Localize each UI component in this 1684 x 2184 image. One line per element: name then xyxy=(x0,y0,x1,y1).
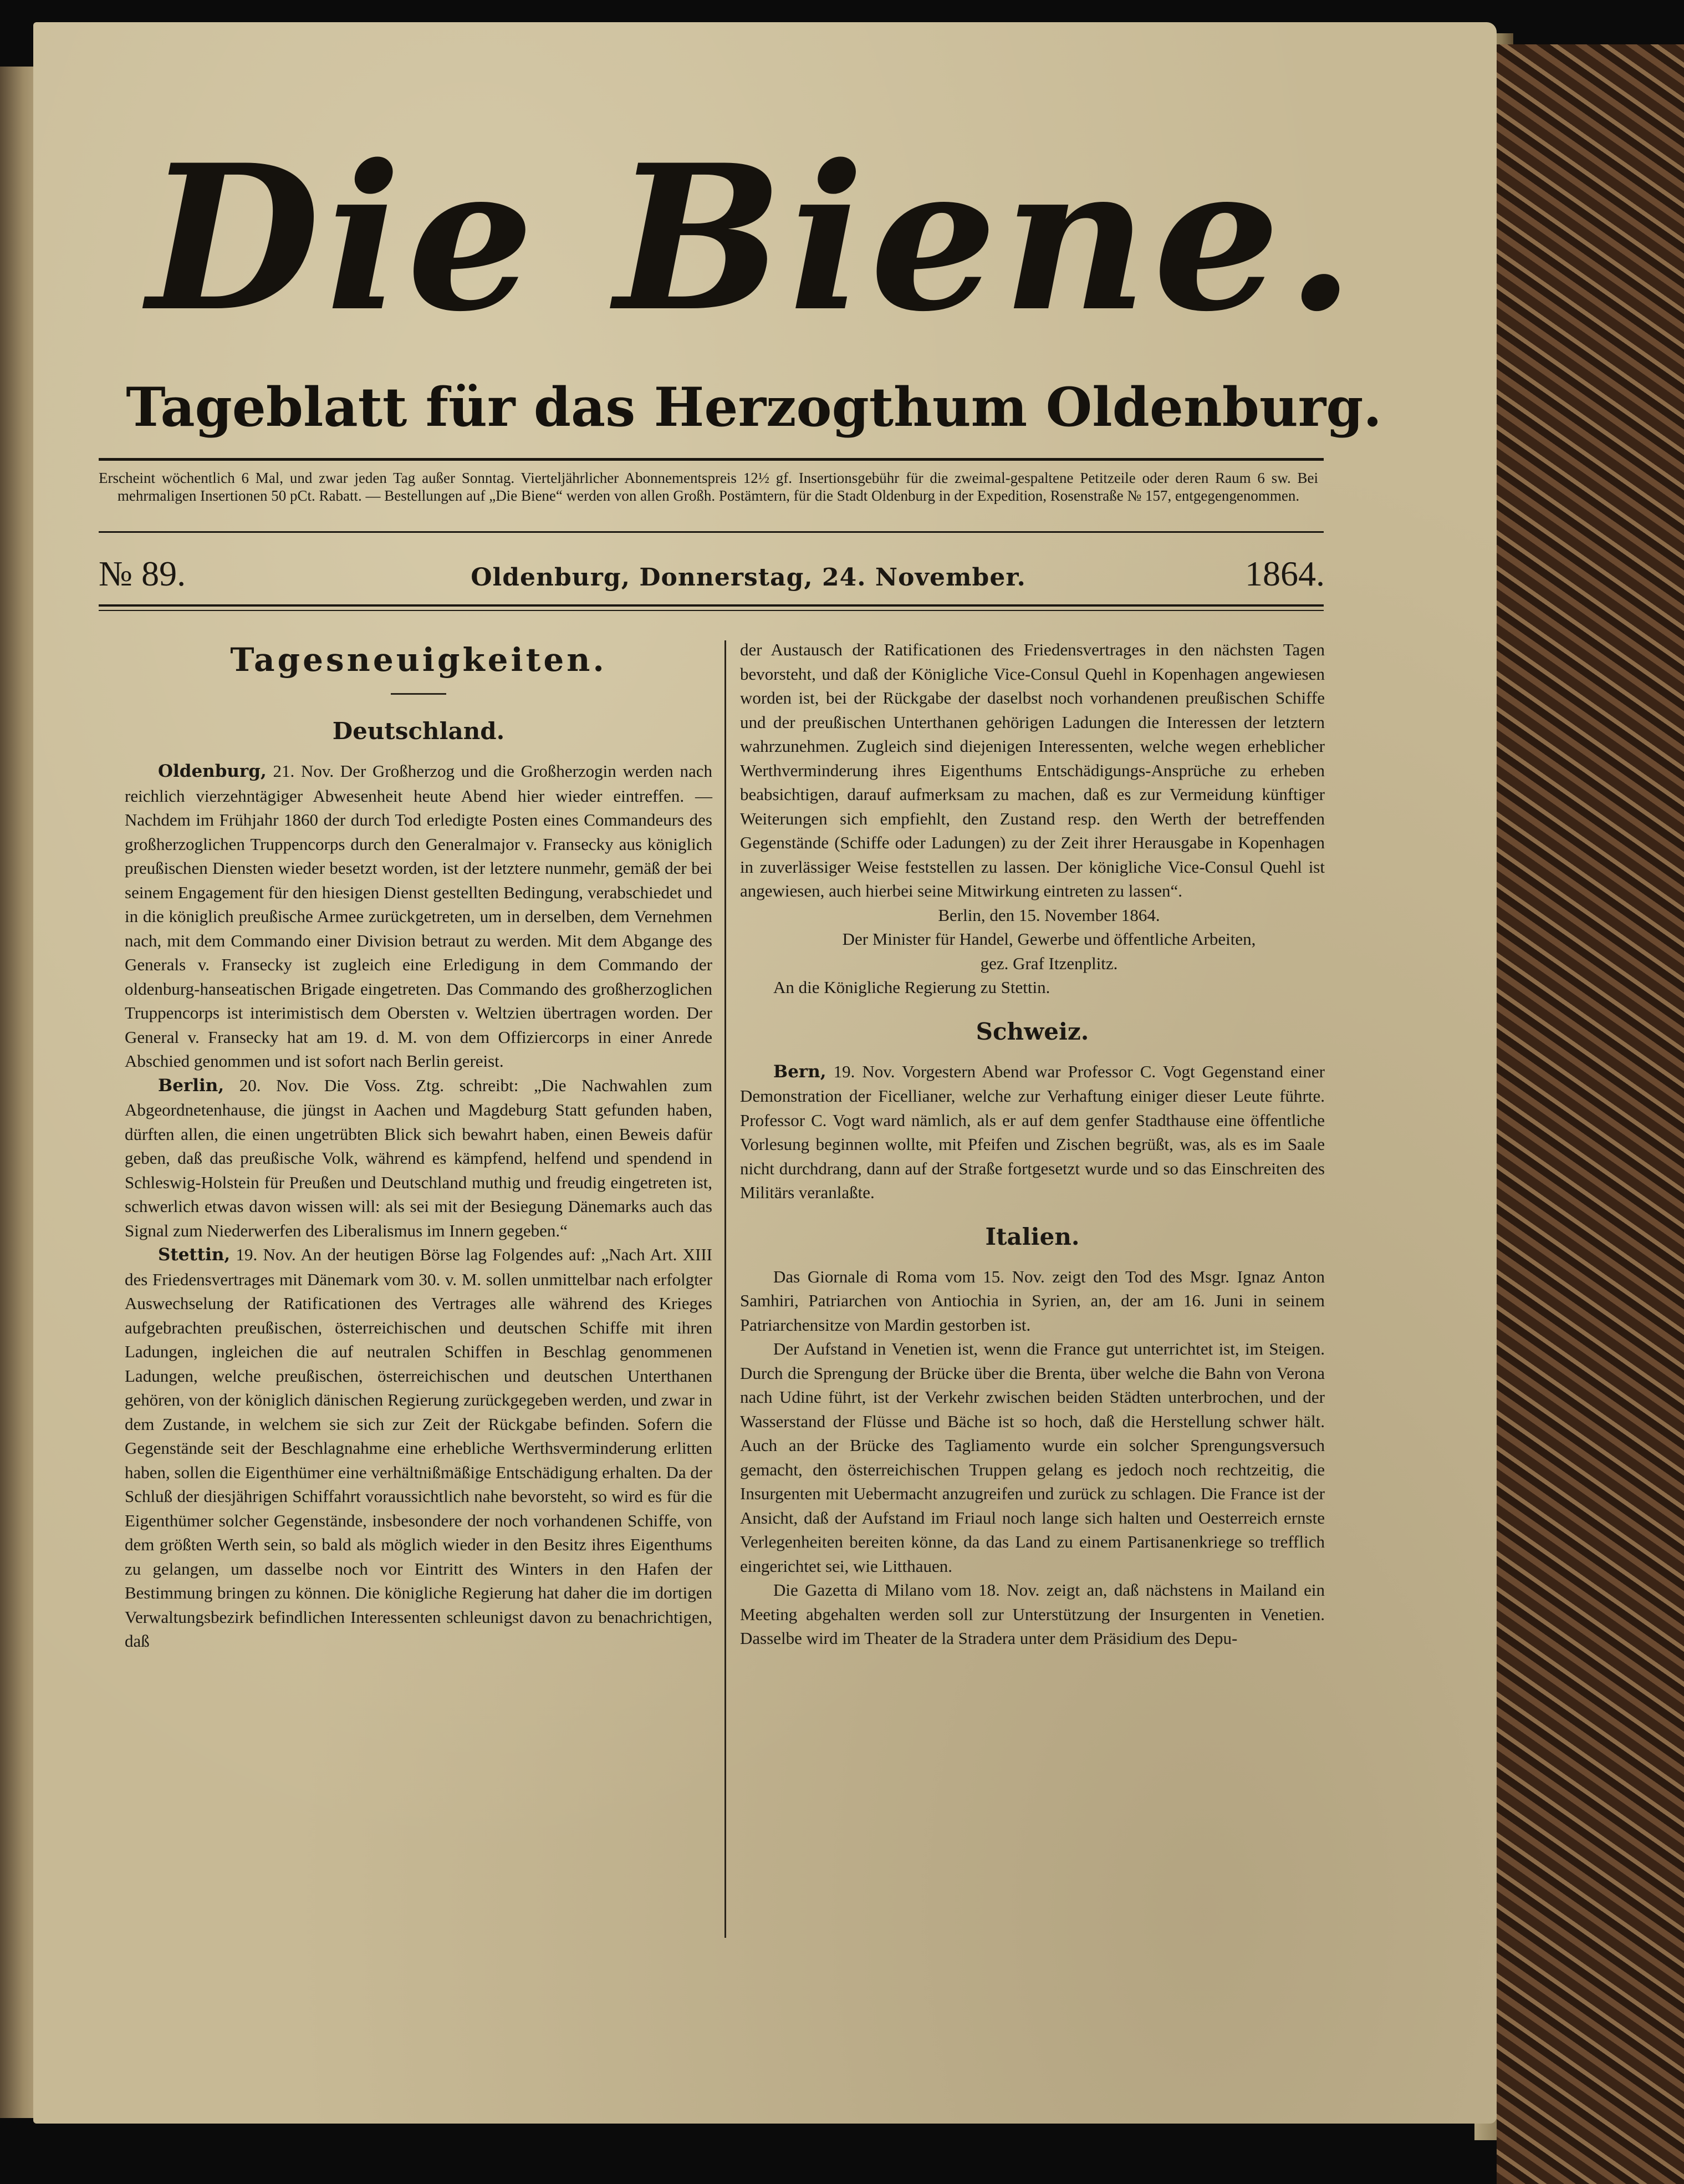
top-rule xyxy=(99,458,1324,461)
masthead-subtitle: Tageblatt für das Herzogthum Oldenburg. xyxy=(126,376,1382,439)
article-text: 19. Nov. Vorgestern Abend war Professor C. Vogt Gegenstand einer Demonstration der Ficellianer, welche zur Verhaftung einiger dieser Leute führte. Professor C. Vogt ward nämlich, als er auf dem genfer Stadthause eine öffentliche Vorlesung beginnen wollte, mit Pfeifen und Zischen begrüßt, was, als es im Saale nicht durchdrang, dann auf der Straße fortgesetzt wurde und so das Einschreiten des Militärs veranlaßte. xyxy=(740,1061,1325,1202)
masthead-title: Die Biene. xyxy=(147,121,1361,355)
subsection-title-deutschland: Deutschland. xyxy=(332,717,505,745)
article-text: 21. Nov. Der Großherzog und die Großherzogin werden nach reichlich vierzehntägiger Abwesenheit heute Abend hier wieder eintreffen. — Nachdem im Frühjahr 1860 der durch Tod erledigte Posten eines Commandeurs des großherzoglichen Truppencorps durch den Generalmajor v. Franseckу aus königlich preußischen Diensten wieder besetzt worden, ist der letztere nunmehr, gemäß der bei seinem Engagement für den hiesigen Dienst gestellten Bedingung, verabschiedet und in die königlich preußische Armee zurückgetreten, um in derselben, dem Vernehmen nach, mit dem Commando einer Division betraut zu werden. Mit dem Abgange des Generals v. Fransecky ist zugleich eine Erledigung in dem Commando der oldenburg-hanseatischen Brigade eingetreten. Das Commando des großherzoglichen Truppencorps ist interimistisch dem Obersten v. Weltzien übertragen worden. Der General v. Fransecky hat am 19. d. M. von dem Offiziercorps in einer Anrede Abschied genommen und ist sofort nach Berlin gereist. xyxy=(125,761,712,1071)
dateline-rule-1 xyxy=(99,604,1324,607)
section-divider xyxy=(391,693,446,695)
dateline-place: Oldenburg, xyxy=(158,761,267,781)
issue-year: 1864. xyxy=(1245,554,1325,593)
article-text: 20. Nov. Die Voss. Ztg. schreibt: „Die Nachwahlen zum Abgeordnetenhause, die jüngst in Aachen und Magdeburg Statt gefunden haben, dürften allen, die einen ungetrübten Blick sich bewahrt haben, einen Beweis dafür geben, daß das preußische Volk, während es kämpfend, helfend und spendend in Schleswig-Holstein für Preußen und Deutschland muthig und freudig eingetreten ist, schwerlich etwas davon wissen will: als sei mit der Besiegung Dänemarks auch das Signal zum Niederwerfen des Liberalismus im Innern gegeben.“ xyxy=(125,1075,713,1240)
subsection-title-italien: Italien. xyxy=(985,1223,1080,1250)
article-stettin xyxy=(125,1243,712,1653)
dateline-place: Bern, xyxy=(773,1061,826,1082)
article-stettin-continued: der Austausch der Ratificationen des Friedensvertrages in den nächsten Tagen bevorsteht, und daß der Königliche Vice-Consul Quehl in Kopenhagen angewiesen worden ist, bei der Rückgabe der daselbst noch vorhandenen preußischen Schiffe und der preußischen Unterthanen gehörigen Ladungen die Interessen der letztern wahrzunehmen. Zugleich sind diejenigen Interessenten, welche wegen erheblicher Werthverminderung ihres Eigenthums Entschädigungs-Ansprüche zu erheben beabsichtigen, darauf aufmerksam zu machen, daß es zur Vermeidung künftiger Weiterungen sich empfiehlt, den Zustand resp. den Werth der betreffenden Gegenstände (Schiffe oder Ladungen) zu der Zeit ihrer Herausgabe in Kopenhagen in zuverlässiger Weise feststellen zu lassen. Der königliche Vice-Consul Quehl ist angewiesen, auch hierbei seine Mitwirkung eintreten zu lassen“. xyxy=(740,640,1325,900)
info-rule xyxy=(99,531,1324,533)
subscription-info: Erscheint wöchentlich 6 Mal, und zwar jeden Tag außer Sonntag. Vierteljährlicher Abonnementspreis 12½ gf. Insertionsgebühr für die zweimal-gespaltene Petitzeile oder deren Raum 6 sw. Bei mehrmaligen Insertionen 50 pCt. Rabatt. — Bestellungen auf „Die Biene“ werden von allen Großh. Postämtern, für die Stadt Oldenburg in der Expedition, Rosenstraße № 157, entgegengenommen. xyxy=(99,470,1318,504)
article-italien-2: Der Aufstand in Venetien ist, wenn die France gut unterrichtet ist, im Steigen. Durch die Sprengung der Brücke über die Brenta, über welche die Bahn von Verona nach Udine führt, ist der Verkehr zwischen beiden Städten unterbrochen, und der Wasserstand der Flüsse und Bäche ist so hoch, daß die Herstellung schwer hält. Auch an der Brücke des Tagliamento wurde ein solcher Sprengungsversuch gemacht, den österreichischen Truppen gelang es jedoch noch rechtzeitig, die Insurgenten mit Uebermacht anzugreifen und zurück zu schlagen. Die France ist der Ansicht, daß der Aufstand im Friaul noch lange sich halten und Oesterreich ernste Verlegenheiten bereiten könne, da das Land zu einem Partisanenkriege so trefflich eingerichtet sei, wie Litthauen. xyxy=(740,1339,1325,1576)
section-title: Tagesneuigkeiten. xyxy=(230,641,607,679)
dateline-rule-2 xyxy=(99,610,1324,611)
dateline-place: Berlin, xyxy=(158,1075,224,1096)
article-oldenburg xyxy=(125,759,712,1073)
marbled-binding xyxy=(1497,44,1684,2184)
article-italien-1: Das Giornale di Roma vom 15. Nov. zeigt den Tod des Msgr. Ignaz Anton Samhiri, Patriarchen von Antiochia in Syrien, an, der am 16. Juni in seinem Patriarchensitze von Mardin gestorben ist. xyxy=(740,1266,1325,1335)
signature-minister: Der Minister für Handel, Gewerbe und öffentliche Arbeiten, xyxy=(842,929,1256,949)
signature-address: An die Königliche Regierung zu Stettin. xyxy=(773,978,1050,997)
subsection-title-schweiz: Schweiz. xyxy=(976,1017,1089,1045)
article-bern xyxy=(740,1060,1325,1205)
dateline-place: Stettin, xyxy=(158,1245,231,1265)
issue-number: № 89. xyxy=(99,554,186,593)
signature-date: Berlin, den 15. November 1864. xyxy=(938,905,1160,925)
left-column xyxy=(125,638,712,1653)
column-divider xyxy=(724,640,726,1938)
article-italien-3: Die Gazetta di Milano vom 18. Nov. zeigt an, daß nächstens in Mailand ein Meeting abgehalten werden soll zur Unterstützung der Insurgenten in Venetien. Dasselbe wird im Theater de la Stradera unter dem Präsidium des Depu- xyxy=(740,1580,1325,1648)
right-column xyxy=(740,638,1325,1651)
article-berlin xyxy=(125,1073,712,1243)
signature-name: gez. Graf Itzenplitz. xyxy=(980,953,1118,973)
article-text: 19. Nov. An der heutigen Börse lag Folgendes auf: „Nach Art. XIII des Friedensvertrages mit Dänemark vom 30. v. M. sollen unmittelbar nach erfolgter Auswechselung der Ratificationen des Vertrages alle während des Krieges aufgebrachten preußischen, österreichischen und deutschen Schiffe mit ihren Ladungen, ingleichen die auf neutralen Schiffen in Beschlag genommenen Ladungen, welche preußischen, österreichischen und deutschen Unterthanen gehören, von der königlich dänischen Regierung zurückgegeben werden, und zwar in dem Zustande, in welchem sie sich zur Zeit der Rückgabe befinden. Sofern die Gegenstände seit der Beschlagnahme eine erhebliche Werthsverminderung erlitten haben, sollen die Eigenthümer eine verhältnißmäßige Entschädigung erhalten. Da der Schluß der diesjährigen Schiffahrt voraussichtlich nahe bevorsteht, so wird es für die Eigenthümer solcher Gegenstände, insbesondere der noch vorhandenen Schiffe, von dem größten Werth sein, so bald als möglich wieder in den Besitz ihres Eigenthums zu gelangen, um dasselbe noch vor Eintritt des Winters in den Hafen der Bestimmung bringen zu können. Die königliche Regierung hat daher die im dortigen Verwaltungsbezirk befindlichen Interessenten schleunigst davon zu benachrichtigen, daß xyxy=(125,1245,712,1651)
issue-dateline: Oldenburg, Donnerstag, 24. November. xyxy=(471,563,1026,592)
